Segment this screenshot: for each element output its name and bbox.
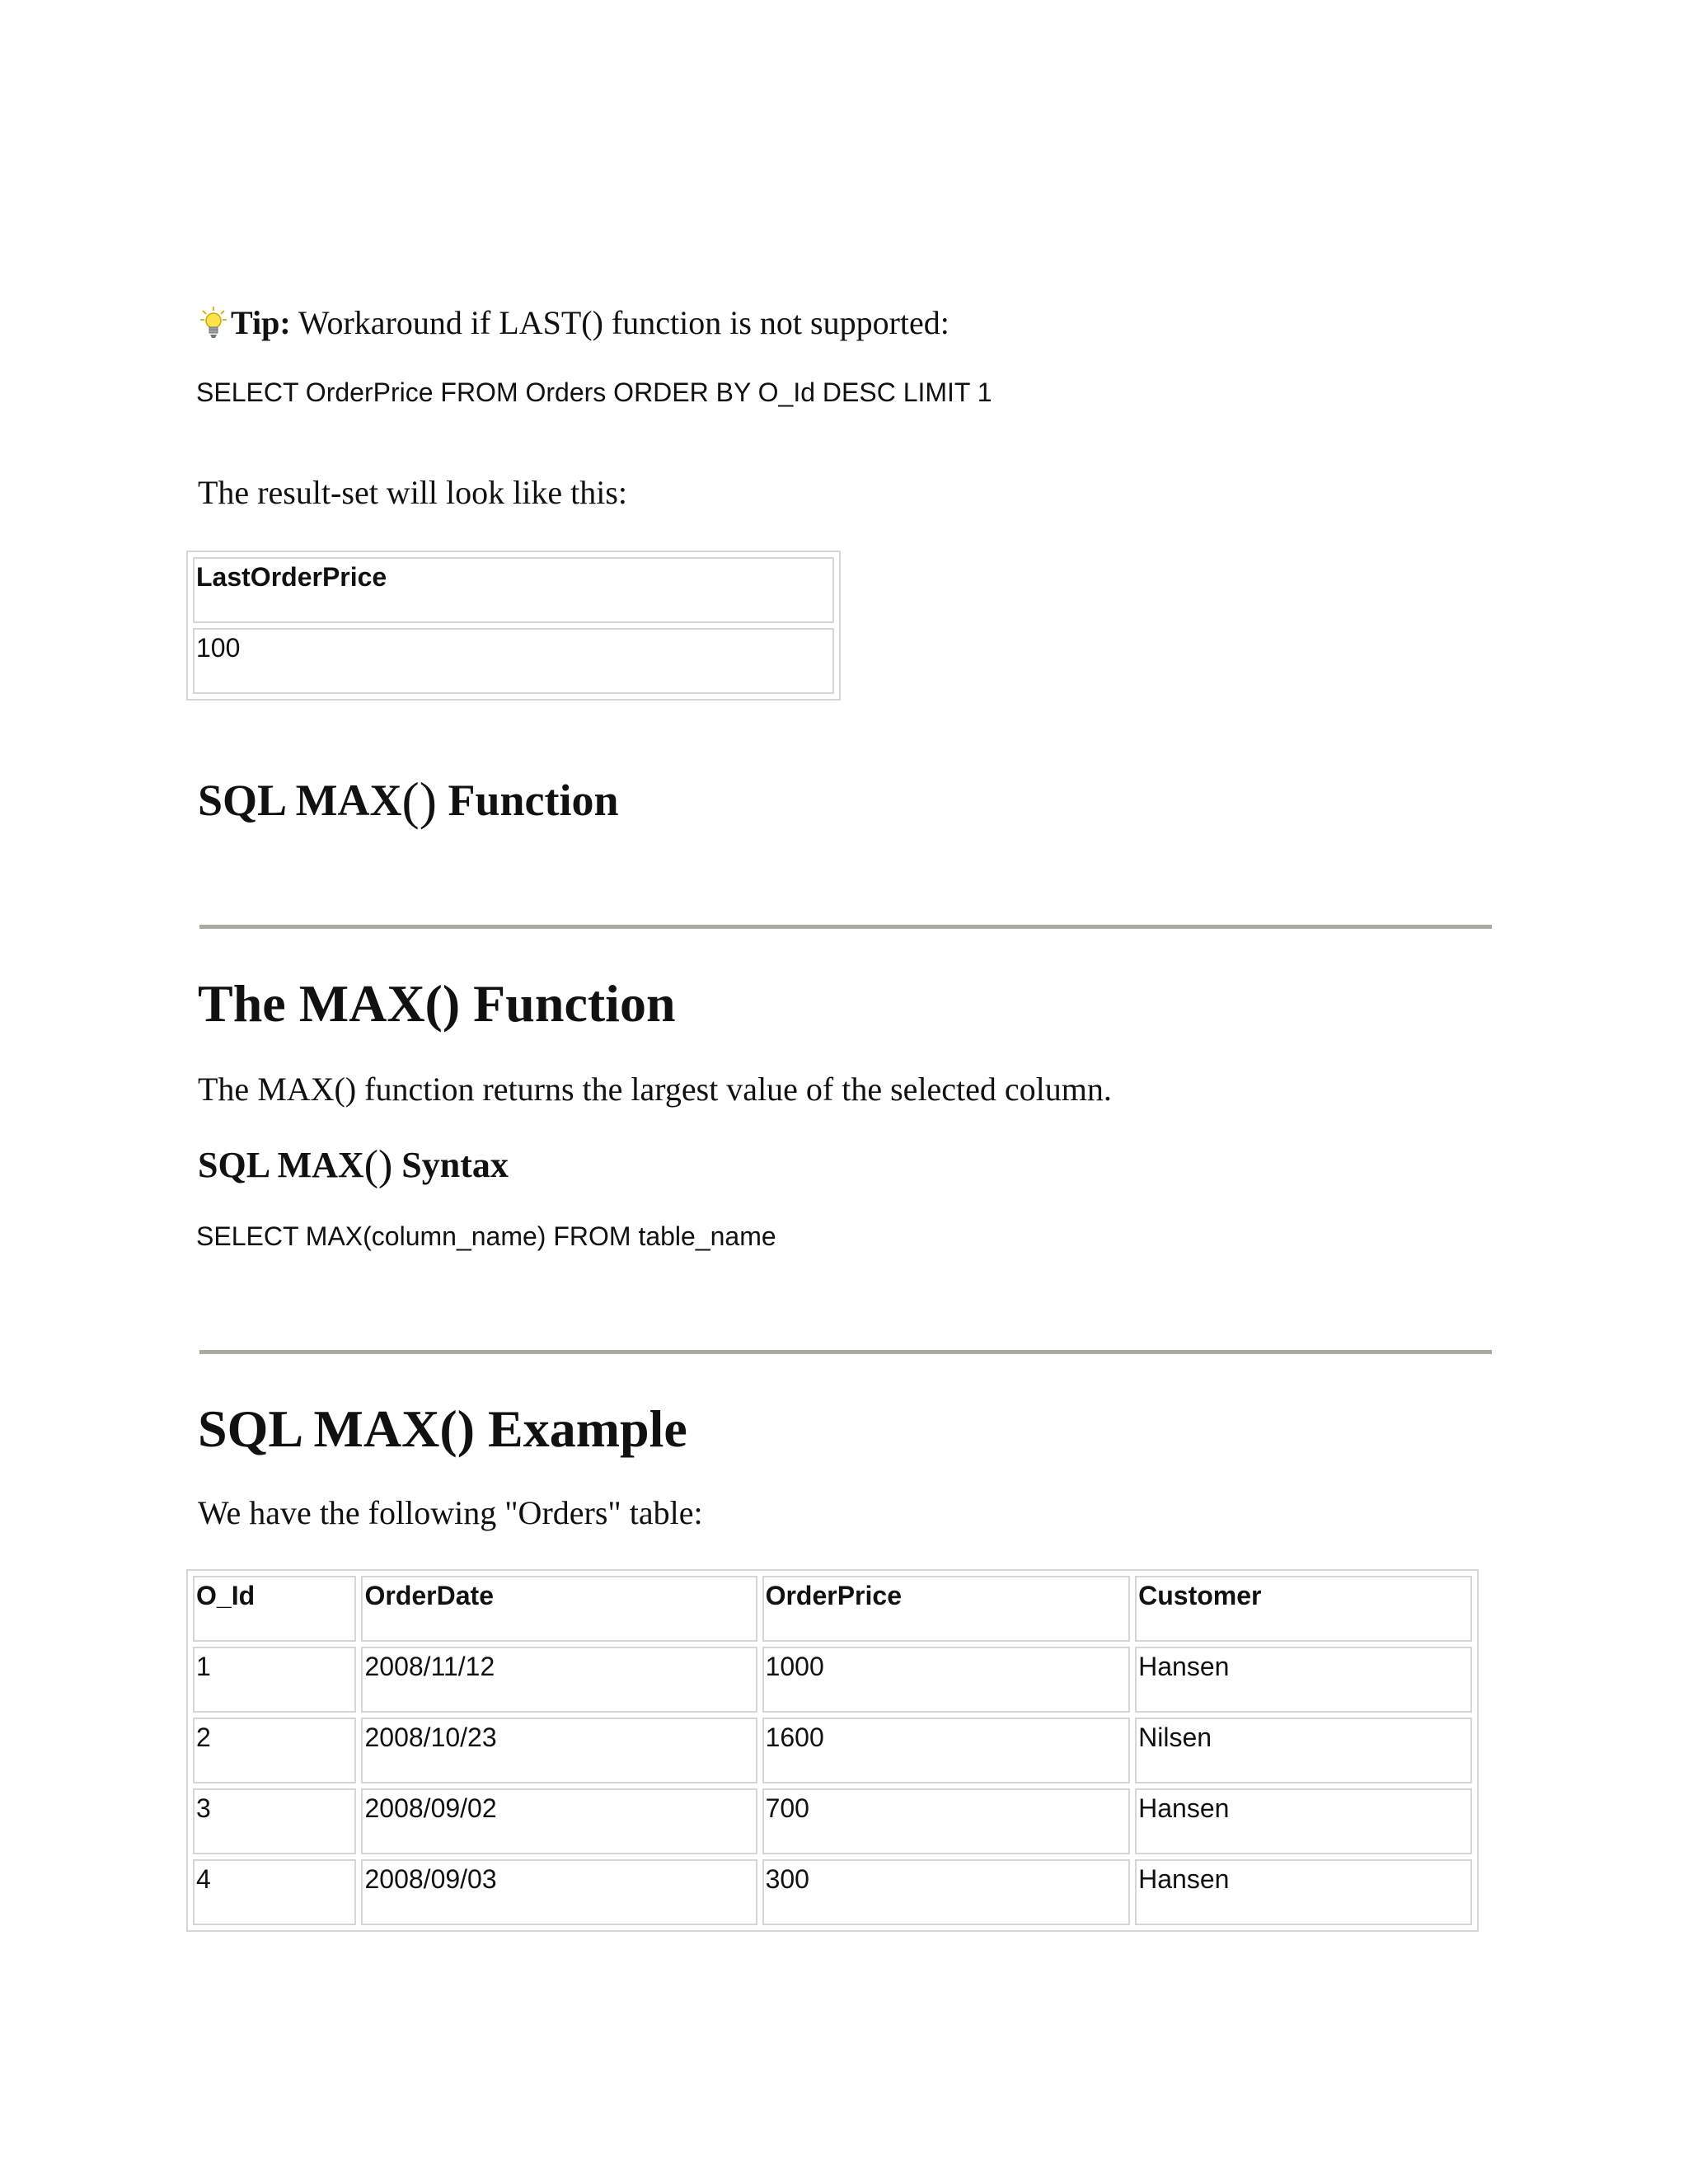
section-heading (198, 771, 619, 830)
table-cell: 2008/09/03 (361, 1859, 757, 1925)
lightbulb-icon (199, 303, 227, 336)
column-header-order-price: OrderPrice (762, 1576, 1131, 1642)
syntax-code: SELECT MAX(column_name) FROM table_name (196, 1221, 776, 1251)
syntax-heading-suffix: Syntax (392, 1145, 509, 1185)
table-cell: 2008/11/12 (361, 1647, 757, 1713)
table-cell: 4 (193, 1859, 356, 1925)
table-cell: 2 (193, 1718, 356, 1783)
syntax-heading-prefix: SQL MAX (198, 1145, 364, 1185)
tip-text: Workaround if LAST() function is not supported: (290, 304, 950, 341)
table-row (193, 1859, 1472, 1925)
table-header-cell: LastOrderPrice (193, 557, 834, 623)
table-cell: 300 (762, 1859, 1131, 1925)
table-row (193, 1718, 1472, 1783)
orders-table (186, 1569, 1479, 1932)
column-header-o-id: O_Id (193, 1576, 356, 1642)
table-cell: Hansen (1135, 1647, 1472, 1713)
tip-code: SELECT OrderPrice FROM Orders ORDER BY O_Id DESC LIMIT 1 (196, 377, 992, 407)
syntax-heading (198, 1141, 509, 1191)
tip-label: Tip: (231, 304, 291, 341)
syntax-heading-parens: () (363, 1142, 393, 1190)
table-header-row (193, 1576, 1472, 1642)
table-row (193, 1788, 1472, 1854)
table-cell: 2008/09/02 (361, 1788, 757, 1854)
horizontal-rule (199, 925, 1492, 929)
tip-line (199, 298, 950, 348)
table-cell: 2008/10/23 (361, 1718, 757, 1783)
result-table (186, 551, 841, 701)
table-cell: 1000 (762, 1647, 1131, 1713)
horizontal-rule (199, 1350, 1492, 1354)
section-heading-suffix: Function (437, 776, 619, 825)
result-intro: The result-set will look like this: (198, 474, 628, 511)
table-row (193, 628, 834, 694)
table-cell: Hansen (1135, 1788, 1472, 1854)
column-header-order-date: OrderDate (361, 1576, 757, 1642)
table-cell: Nilsen (1135, 1718, 1472, 1783)
column-header-customer: Customer (1135, 1576, 1472, 1642)
table-cell: 1 (193, 1647, 356, 1713)
section-heading-prefix: SQL MAX (198, 776, 402, 825)
page-title: The MAX() Function (198, 974, 676, 1033)
section-heading-parens: () (401, 771, 437, 830)
table-row (193, 1647, 1472, 1713)
table-cell: 1600 (762, 1718, 1131, 1783)
table-row (193, 557, 834, 623)
description: The MAX() function returns the largest value of the selected column. (198, 1071, 1112, 1108)
example-intro: We have the following "Orders" table: (198, 1494, 703, 1531)
table-cell: 700 (762, 1788, 1131, 1854)
table-cell: Hansen (1135, 1859, 1472, 1925)
example-title: SQL MAX() Example (198, 1399, 687, 1458)
table-cell: 100 (193, 628, 834, 694)
table-cell: 3 (193, 1788, 356, 1854)
